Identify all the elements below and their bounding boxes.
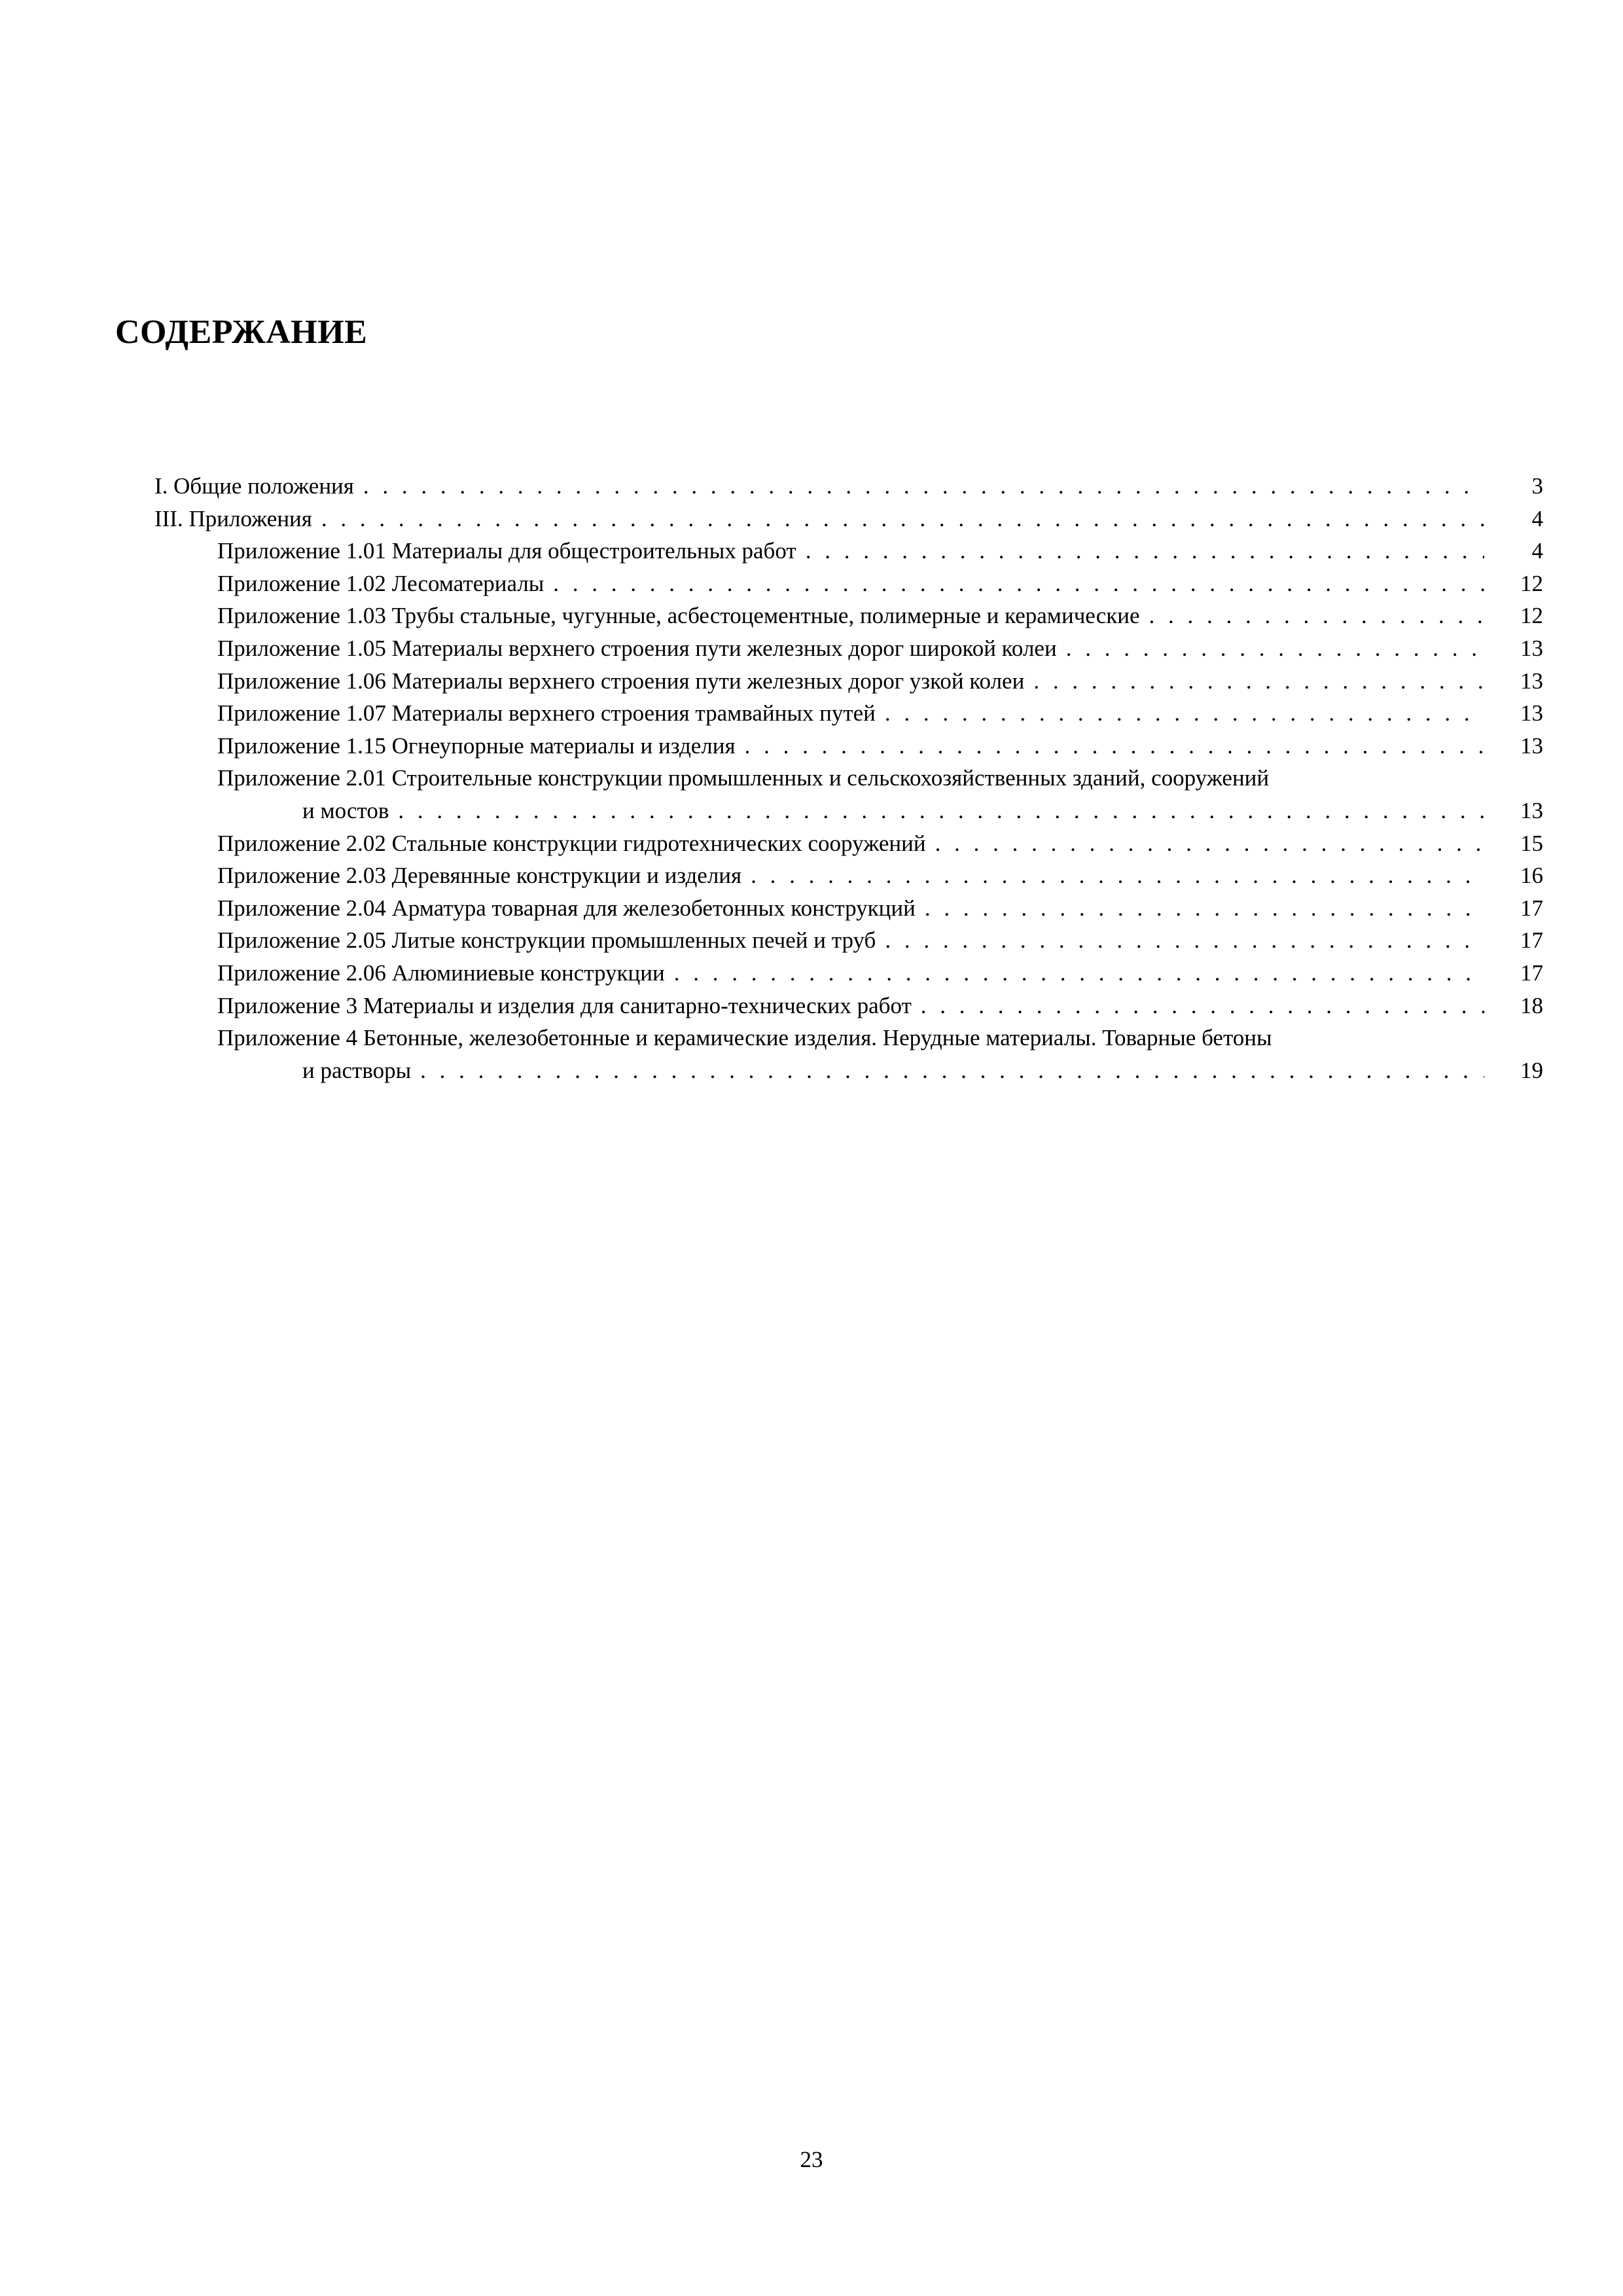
toc-entry-page: 4 bbox=[1531, 505, 1543, 531]
toc-entry-page: 13 bbox=[1520, 732, 1543, 759]
toc-entry[interactable] bbox=[154, 1022, 1543, 1086]
toc-entry[interactable] bbox=[154, 503, 1543, 535]
page-title: СОДЕРЖАНИЕ bbox=[115, 314, 368, 351]
toc-entry[interactable] bbox=[154, 827, 1543, 860]
toc-entry-page: 12 bbox=[1520, 603, 1543, 629]
toc-entry-page: 13 bbox=[1520, 668, 1543, 694]
dot-leader bbox=[806, 535, 1484, 567]
toc-entry-page: 16 bbox=[1520, 863, 1543, 889]
toc-entry[interactable] bbox=[154, 600, 1543, 632]
toc-entry-page: 13 bbox=[1520, 700, 1543, 726]
toc-entry-title: Приложение 2.03 Деревянные конструкции и изделия bbox=[217, 863, 742, 889]
dot-leader bbox=[921, 990, 1484, 1022]
toc-entry-page: 4 bbox=[1531, 538, 1543, 564]
toc-entry-page: 17 bbox=[1520, 895, 1543, 921]
toc-entry-title: Приложение 1.15 Огнеупорные материалы и изделия bbox=[217, 732, 736, 759]
toc-entry-title: III. Приложения bbox=[154, 505, 312, 531]
toc-entry[interactable] bbox=[154, 535, 1543, 567]
dot-leader bbox=[553, 567, 1484, 600]
toc-entry[interactable] bbox=[154, 730, 1543, 762]
dot-leader bbox=[1066, 632, 1484, 665]
toc-entry-page: 3 bbox=[1531, 473, 1543, 499]
dot-leader bbox=[745, 730, 1484, 762]
toc-entry[interactable] bbox=[154, 567, 1543, 600]
toc-entry-title: Приложение 1.01 Материалы для общестроительных работ bbox=[217, 538, 796, 564]
toc-entry[interactable] bbox=[154, 892, 1543, 925]
dot-leader bbox=[885, 924, 1484, 957]
dot-leader bbox=[363, 470, 1484, 503]
toc-entry[interactable] bbox=[154, 697, 1543, 730]
toc-entry-title: Приложение 2.01 Строительные конструкции промышленных и сельскохозяйственных зданий, сооружений bbox=[217, 765, 1270, 791]
toc-entry-title: Приложение 2.05 Литые конструкции промышленных печей и труб bbox=[217, 927, 876, 954]
toc-entry-title: Приложение 4 Бетонные, железобетонные и керамические изделия. Нерудные материалы. Товарные бетоны bbox=[217, 1025, 1272, 1051]
dot-leader bbox=[1149, 600, 1484, 632]
toc-entry-title-continuation: и растворы bbox=[302, 1057, 412, 1083]
toc-entry-title: Приложение 2.02 Стальные конструкции гидротехнических сооружений bbox=[217, 830, 926, 856]
toc-entry[interactable] bbox=[154, 762, 1543, 827]
toc-entry-title: Приложение 1.06 Материалы верхнего строения пути железных дорог узкой колеи bbox=[217, 668, 1025, 694]
toc-entry[interactable] bbox=[154, 632, 1543, 665]
dot-leader bbox=[885, 697, 1484, 730]
dot-leader bbox=[420, 1054, 1484, 1087]
toc-entry-page: 13 bbox=[1520, 797, 1543, 823]
dot-leader bbox=[751, 859, 1484, 892]
toc-entry-title: Приложение 2.06 Алюминиевые конструкции bbox=[217, 960, 665, 986]
toc-entry-title: Приложение 1.07 Материалы верхнего строения трамвайных путей bbox=[217, 700, 876, 726]
dot-leader bbox=[674, 957, 1484, 990]
dot-leader bbox=[925, 892, 1484, 925]
toc-entry[interactable] bbox=[154, 957, 1543, 990]
toc-entry-page: 13 bbox=[1520, 635, 1543, 661]
toc-entry-title: Приложение 1.02 Лесоматериалы bbox=[217, 570, 544, 596]
dot-leader bbox=[321, 503, 1484, 535]
toc-entry-page: 17 bbox=[1520, 960, 1543, 986]
dot-leader bbox=[1033, 665, 1484, 698]
toc-entry-page: 12 bbox=[1520, 570, 1543, 596]
toc-entry-title-continuation: и мостов bbox=[302, 797, 389, 823]
dot-leader bbox=[398, 795, 1484, 827]
toc-entry-page: 19 bbox=[1520, 1057, 1543, 1083]
page-number: 23 bbox=[800, 2147, 823, 2172]
toc-entry[interactable] bbox=[154, 924, 1543, 957]
dot-leader bbox=[935, 827, 1484, 860]
toc-entry[interactable] bbox=[154, 859, 1543, 892]
toc-entry-page: 15 bbox=[1520, 830, 1543, 856]
toc-entry-title: I. Общие положения bbox=[154, 473, 354, 499]
toc-entry[interactable] bbox=[154, 665, 1543, 698]
toc-entry[interactable] bbox=[154, 470, 1543, 503]
toc-entry-title: Приложение 1.05 Материалы верхнего строения пути железных дорог широкой колеи bbox=[217, 635, 1057, 661]
toc-entry-page: 18 bbox=[1520, 992, 1543, 1018]
toc-entry-page: 17 bbox=[1520, 927, 1543, 954]
toc-entry-title: Приложение 2.04 Арматура товарная для железобетонных конструкций bbox=[217, 895, 916, 921]
table-of-contents bbox=[154, 470, 1543, 1086]
toc-entry[interactable] bbox=[154, 990, 1543, 1022]
toc-entry-title: Приложение 1.03 Трубы стальные, чугунные, асбестоцементные, полимерные и керамические bbox=[217, 603, 1140, 629]
toc-entry-title: Приложение 3 Материалы и изделия для санитарно-технических работ bbox=[217, 992, 912, 1018]
